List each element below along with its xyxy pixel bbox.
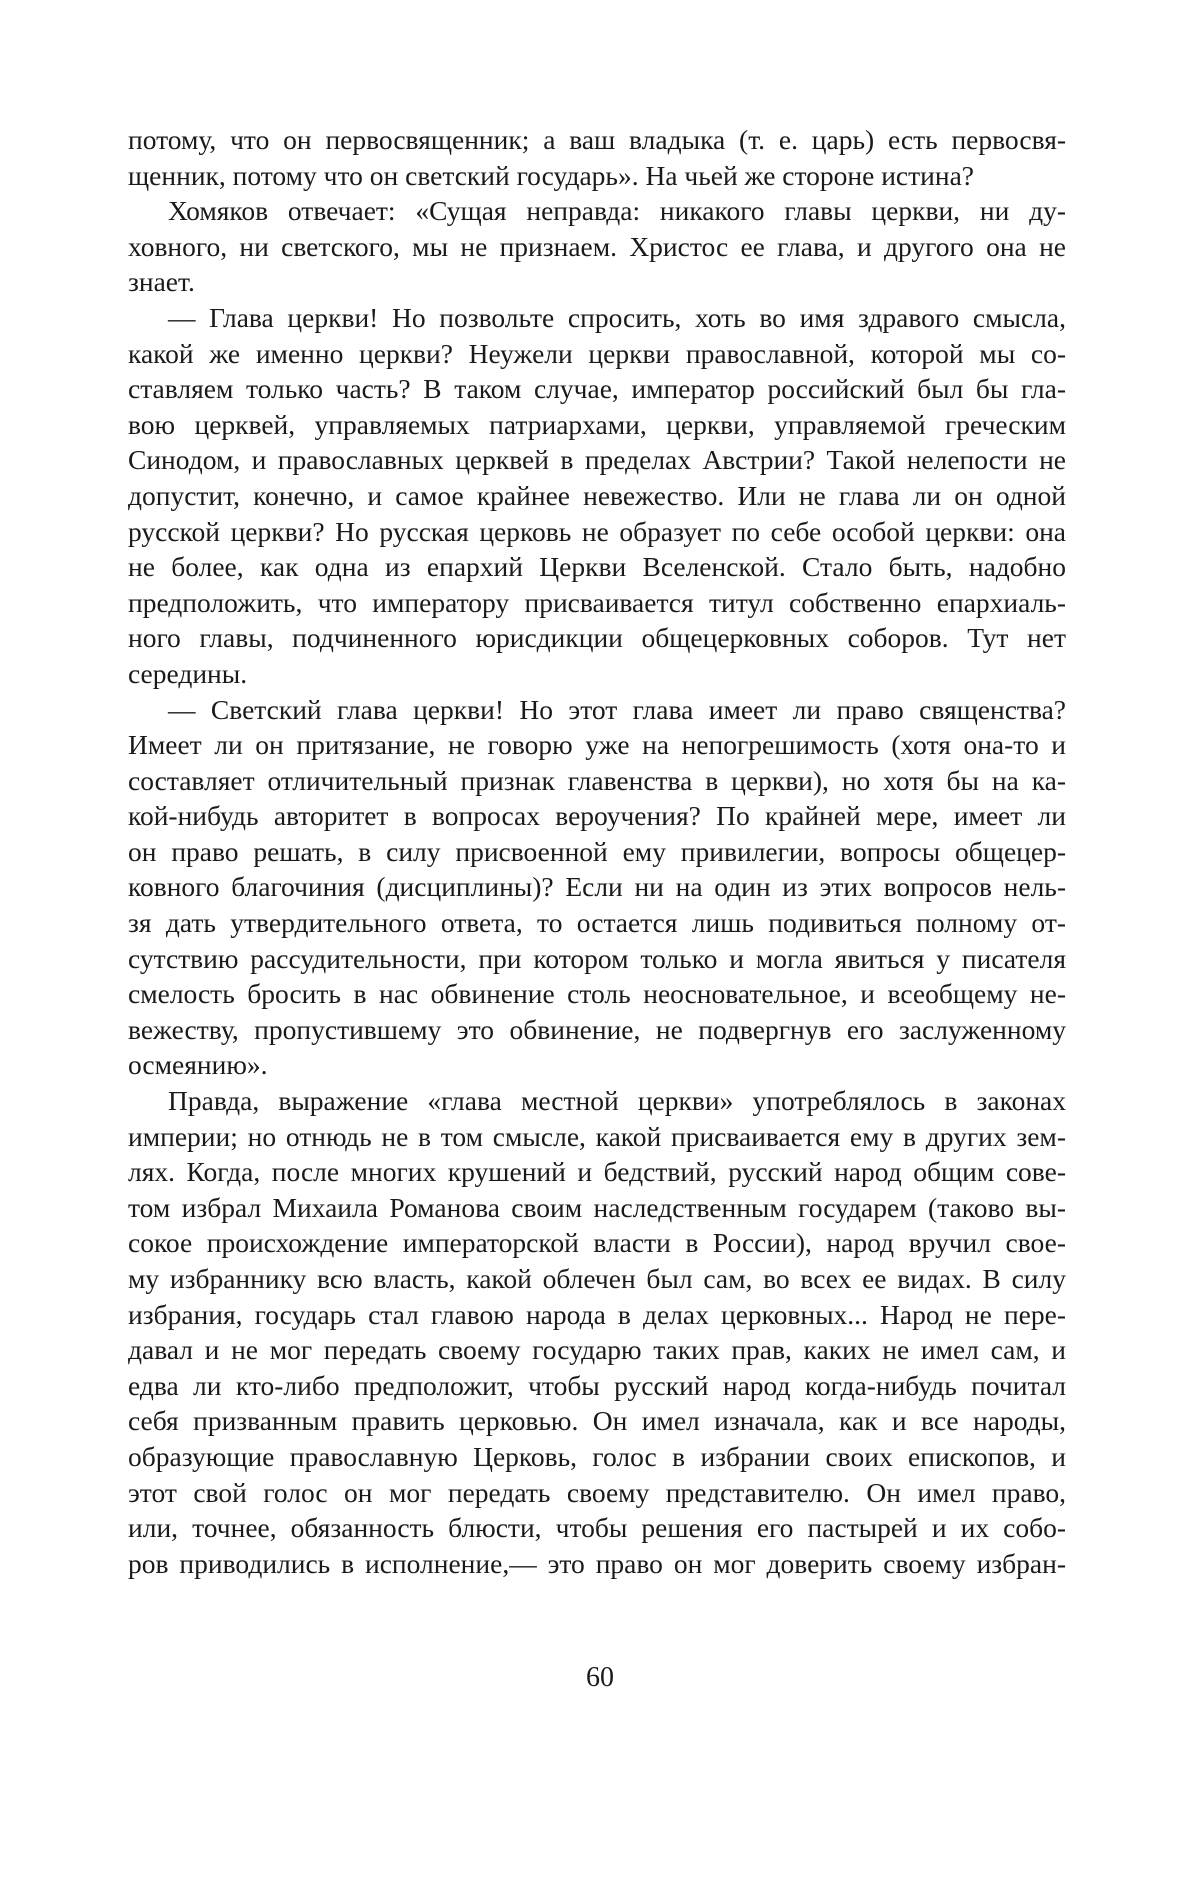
text-line: ров приводились в исполнение,— это право он мог доверить своему избран-: [128, 1547, 1066, 1579]
text-line: империи; но отнюдь не в том смысле, какой присваивается ему в других зем-: [128, 1120, 1066, 1152]
text-line: середины.: [128, 657, 248, 689]
text-line: образующие православную Церковь, голос в избрании своих епископов, и: [128, 1440, 1066, 1472]
text-line: ного главы, подчиненного юрисдикции общецерковных соборов. Тут нет: [128, 622, 1066, 654]
text-line: щенник, потому что он светский государь». На чьей же стороне истина?: [128, 159, 974, 191]
text-line: Правда, выражение «глава местной церкви» употреблялось в законах: [168, 1085, 1066, 1117]
text-line: или, точнее, обязанность блюсти, чтобы решения его пастырей и их собо-: [128, 1512, 1066, 1544]
text-line: сутствию рассудительности, при котором только и могла явиться у писателя: [128, 942, 1066, 974]
text-line: не более, как одна из епархий Церкви Вселенской. Стало быть, надобно: [128, 551, 1066, 583]
text-line: вежеству, пропустившему это обвинение, не подвергнув его заслуженному: [128, 1013, 1066, 1045]
text-line: Синодом, и православных церквей в пределах Австрии? Такой нелепости не: [128, 444, 1066, 476]
text-line: ховного, ни светского, мы не признаем. Христос ее глава, и другого она не: [128, 230, 1066, 262]
text-line: давал и не мог передать своему государю таких прав, каких не имел сам, и: [128, 1334, 1066, 1366]
page-text: [128, 122, 1066, 1581]
text-line: ставляем только часть? В таком случае, император российский был бы гла-: [128, 373, 1066, 405]
text-line: лях. Когда, после многих крушений и бедствий, русский народ общим сове-: [128, 1156, 1066, 1188]
text-line: он право решать, в силу присвоенной ему привилегии, вопросы общецер-: [128, 835, 1066, 867]
text-line: зя дать утвердительного ответа, то остается лишь подивиться полному от-: [128, 907, 1066, 939]
text-line: му избраннику всю власть, какой облечен был сам, во всех ее видах. В силу: [128, 1263, 1066, 1294]
text-line: какой же именно церкви? Неужели церкви православной, которой мы со-: [128, 337, 1066, 369]
text-line: кой-нибудь авторитет в вопросах вероучения? По крайней мере, имеет ли: [128, 800, 1066, 832]
text-line: этот свой голос он мог передать своему представителю. Он имел право,: [128, 1476, 1066, 1508]
text-line: Хомяков отвечает: «Сущая неправда: никакого главы церкви, ни ду-: [168, 195, 1066, 227]
text-line: Имеет ли он притязание, не говорю уже на непогрешимость (хотя она-то и: [128, 729, 1066, 761]
text-line: ковного благочиния (дисциплины)? Если ни на один из этих вопросов нель-: [128, 871, 1066, 903]
text-line: себя призванным править церковью. Он имел изначала, как и все народы,: [128, 1405, 1066, 1437]
text-line: едва ли кто-либо предположит, чтобы русский народ когда-нибудь почитал: [128, 1369, 1066, 1401]
text-line: допустит, конечно, и самое крайнее невежество. Или не глава ли он одной: [128, 479, 1066, 511]
text-line: составляет отличительный признак главенства в церкви), но хотя бы на ка-: [128, 764, 1066, 796]
text-line: — Глава церкви! Но позвольте спросить, хоть во имя здравого смысла,: [168, 301, 1066, 333]
text-line: том избрал Михаила Романова своим наследственным государем (таково вы-: [128, 1191, 1066, 1223]
text-line: вою церквей, управляемых патриархами, церкви, управляемой греческим: [128, 408, 1066, 440]
text-line: знает.: [128, 266, 195, 298]
text-line: русской церкви? Но русская церковь не образует по себе особой церкви: она: [128, 515, 1066, 547]
text-line: — Светский глава церкви! Но этот глава имеет ли право священства?: [168, 693, 1066, 725]
text-line: предположить, что императору присваивается титул собственно епархиаль-: [128, 586, 1066, 618]
text-line: сокое происхождение императорской власти в России), народ вручил свое-: [128, 1227, 1066, 1259]
text-line: потому, что он первосвященник; а ваш владыка (т. е. царь) есть первосвя-: [128, 124, 1066, 155]
text-line: смелость бросить в нас обвинение столь неосновательное, и всеобщему не-: [128, 978, 1066, 1010]
text-line: осмеянию».: [128, 1049, 268, 1081]
text-line: избрания, государь стал главою народа в делах церковных... Народ не пере-: [128, 1298, 1066, 1330]
page-number: 60: [586, 1662, 614, 1693]
